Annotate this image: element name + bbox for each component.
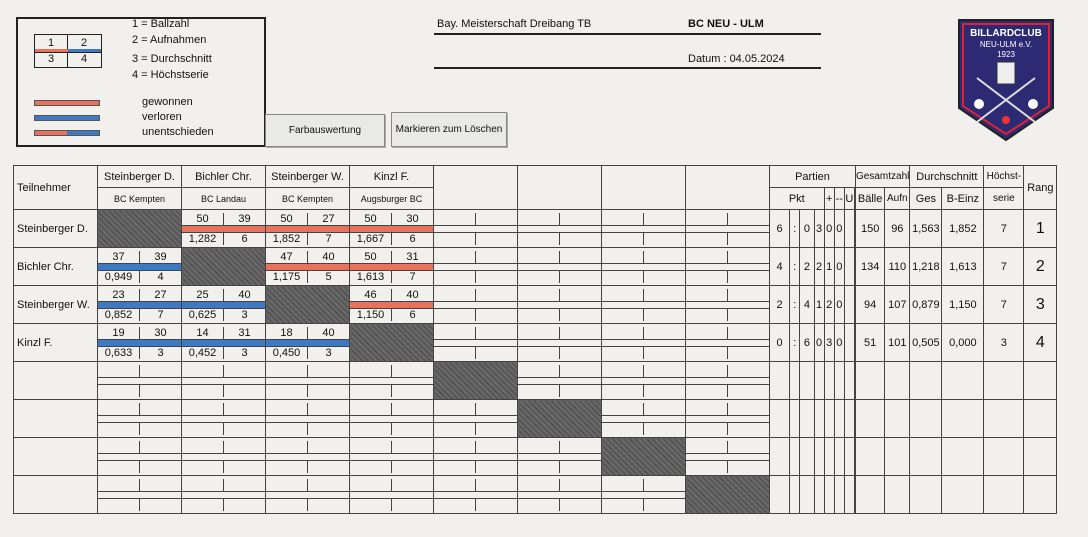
empty-cell xyxy=(434,476,518,514)
match-cell[interactable]: 50 39 1,282 6 xyxy=(182,210,266,248)
plus-value: 3 xyxy=(814,210,824,248)
row-player-name: Steinberger D. xyxy=(14,210,98,248)
legend-key-2: 2 = Aufnahmen xyxy=(132,34,207,46)
plus-value: 0 xyxy=(814,324,824,362)
ges-value: 0,505 xyxy=(910,324,942,362)
beinz-header: B-Einz xyxy=(942,188,984,210)
aufn-header: Aufn xyxy=(885,188,910,210)
aufn-value: 101 xyxy=(885,324,910,362)
plus-value: 1 xyxy=(814,286,824,324)
empty-cell xyxy=(434,286,518,324)
legend-lost: verloren xyxy=(142,111,182,123)
match-cell[interactable]: 18 40 0,450 3 xyxy=(266,324,350,362)
pkt-lost: 4 xyxy=(800,286,814,324)
baelle-value: 134 xyxy=(856,248,885,286)
draw-bar xyxy=(34,130,100,136)
rank-value: 3 xyxy=(1024,286,1057,324)
beinz-value: 1,150 xyxy=(942,286,984,324)
results-table xyxy=(13,165,1057,514)
empty-cell xyxy=(350,438,434,476)
empty-cell xyxy=(602,286,686,324)
empty-cell xyxy=(182,476,266,514)
partien-header: Partien xyxy=(770,166,856,188)
pkt-colon: : xyxy=(790,248,800,286)
row-player-name: Steinberger W. xyxy=(14,286,98,324)
empty-cell xyxy=(434,248,518,286)
baelle-value: 94 xyxy=(856,286,885,324)
empty-cell xyxy=(434,400,518,438)
hoechst-value: 3 xyxy=(984,324,1024,362)
minus-value: 3 xyxy=(824,324,834,362)
minus-header: -- xyxy=(834,188,844,210)
table-row xyxy=(14,286,1057,324)
empty-cell xyxy=(602,400,686,438)
col-club-2: BC Kempten xyxy=(266,188,350,210)
plus-header: + xyxy=(824,188,834,210)
empty-col xyxy=(434,166,518,210)
empty-cell xyxy=(350,362,434,400)
rank-value: 1 xyxy=(1024,210,1057,248)
match-cell[interactable]: 46 40 1,150 6 xyxy=(350,286,434,324)
empty-cell xyxy=(602,210,686,248)
date-text: Datum : 04.05.2024 xyxy=(688,53,785,65)
empty-cell xyxy=(686,362,770,400)
pkt-colon: : xyxy=(790,324,800,362)
mini-4: 4 xyxy=(80,53,88,65)
empty-cell xyxy=(602,324,686,362)
empty-cell xyxy=(518,248,602,286)
match-cell[interactable]: 19 30 0,633 3 xyxy=(98,324,182,362)
ges-header: Ges xyxy=(910,188,942,210)
empty-cell xyxy=(686,324,770,362)
self-match-cell xyxy=(518,400,602,438)
match-cell[interactable]: 14 31 0,452 3 xyxy=(182,324,266,362)
self-match-cell xyxy=(350,324,434,362)
logo-year: 1923 xyxy=(997,50,1015,59)
empty-cell xyxy=(602,248,686,286)
ges-value: 1,218 xyxy=(910,248,942,286)
match-cell[interactable]: 23 27 0,852 7 xyxy=(98,286,182,324)
empty-cell xyxy=(518,210,602,248)
pkt-lost: 0 xyxy=(800,210,814,248)
u-value: 0 xyxy=(834,324,844,362)
empty-cell xyxy=(434,324,518,362)
gesamt-header: Gesamtzahl xyxy=(856,166,910,188)
beinz-value: 1,613 xyxy=(942,248,984,286)
aufn-value: 107 xyxy=(885,286,910,324)
hoechst-value: 7 xyxy=(984,210,1024,248)
empty-row xyxy=(14,362,1057,400)
baelle-value: 51 xyxy=(856,324,885,362)
col-player-0: Steinberger D. xyxy=(98,166,182,188)
match-cell[interactable]: 50 31 1,613 7 xyxy=(350,248,434,286)
self-match-cell xyxy=(434,362,518,400)
beinz-value: 0,000 xyxy=(942,324,984,362)
empty-cell xyxy=(686,210,770,248)
col-club-0: BC Kempten xyxy=(98,188,182,210)
empty-cell xyxy=(686,400,770,438)
aufn-value: 96 xyxy=(885,210,910,248)
empty-cell xyxy=(266,438,350,476)
empty-cell xyxy=(98,438,182,476)
mini-3: 3 xyxy=(47,53,55,65)
legend-draw: unentschieden xyxy=(142,126,214,138)
col-player-2: Steinberger W. xyxy=(266,166,350,188)
beinz-value: 1,852 xyxy=(942,210,984,248)
pkt-lost: 6 xyxy=(800,324,814,362)
logo-line1: BILLARDCLUB xyxy=(970,28,1042,39)
empty-cell xyxy=(182,438,266,476)
row-player-name: Kinzl F. xyxy=(14,324,98,362)
empty-cell xyxy=(350,400,434,438)
farbauswertung-button[interactable]: Farbauswertung xyxy=(265,114,385,147)
markieren-button[interactable]: Markieren zum Löschen xyxy=(391,112,507,147)
baelle-header: Bälle xyxy=(856,188,885,210)
match-cell[interactable]: 50 30 1,667 6 xyxy=(350,210,434,248)
empty-cell xyxy=(518,438,602,476)
ges-value: 1,563 xyxy=(910,210,942,248)
table-row xyxy=(14,210,1057,248)
ges-value: 0,879 xyxy=(910,286,942,324)
durchschnitt-header: Durchschnitt xyxy=(910,166,984,188)
legend-key-1: 1 = Ballzahl xyxy=(132,18,190,30)
u-value: 0 xyxy=(834,210,844,248)
aufn-value: 110 xyxy=(885,248,910,286)
legend-mini-grid xyxy=(34,34,102,68)
empty-cell xyxy=(266,400,350,438)
table-row xyxy=(14,324,1057,362)
pkt-header: Pkt xyxy=(770,188,825,210)
col-club-3: Augsburger BC xyxy=(350,188,434,210)
empty-cell xyxy=(266,362,350,400)
legend-box xyxy=(16,17,266,147)
pkt-won: 2 xyxy=(770,286,790,324)
rang-header: Rang xyxy=(1024,166,1057,210)
pkt-colon: : xyxy=(790,286,800,324)
match-cell[interactable]: 50 27 1,852 7 xyxy=(266,210,350,248)
empty-cell xyxy=(434,210,518,248)
legend-key-4: 4 = Höchstserie xyxy=(132,69,209,81)
event-title: Bay. Meisterschaft Dreibang TB xyxy=(437,18,592,30)
empty-cell xyxy=(686,286,770,324)
u-header: U xyxy=(844,188,854,210)
empty-col xyxy=(518,166,602,210)
match-cell[interactable]: 47 40 1,175 5 xyxy=(266,248,350,286)
hoechst-header-1: Höchst- xyxy=(984,166,1024,188)
logo-line2: NEU-ULM e.V. xyxy=(979,40,1033,49)
match-cell[interactable]: 37 39 0,949 4 xyxy=(98,248,182,286)
self-match-cell xyxy=(98,210,182,248)
empty-row xyxy=(14,476,1057,514)
self-match-cell xyxy=(182,248,266,286)
pkt-lost: 2 xyxy=(800,248,814,286)
mini-2: 2 xyxy=(80,37,88,49)
empty-cell xyxy=(602,476,686,514)
legend-won: gewonnen xyxy=(142,96,193,108)
u-value: 0 xyxy=(834,286,844,324)
header-line-1 xyxy=(434,33,821,35)
empty-cell xyxy=(98,400,182,438)
empty-row xyxy=(14,400,1057,438)
minus-value: 1 xyxy=(824,248,834,286)
self-match-cell xyxy=(266,286,350,324)
lost-bar xyxy=(34,115,100,121)
header-line-2 xyxy=(434,67,821,69)
plus-value: 2 xyxy=(814,248,824,286)
minus-value: 0 xyxy=(824,210,834,248)
table-row xyxy=(14,248,1057,286)
legend-key-3: 3 = Durchschnitt xyxy=(132,53,212,65)
baelle-value: 150 xyxy=(856,210,885,248)
self-match-cell xyxy=(602,438,686,476)
club-title: BC NEU - ULM xyxy=(688,18,764,30)
pkt-won: 4 xyxy=(770,248,790,286)
empty-cell xyxy=(434,438,518,476)
col-club-1: BC Landau xyxy=(182,188,266,210)
club-logo-icon xyxy=(957,18,1055,142)
empty-cell xyxy=(518,286,602,324)
col-player-3: Kinzl F. xyxy=(350,166,434,188)
empty-cell xyxy=(182,362,266,400)
empty-cell xyxy=(266,476,350,514)
empty-cell xyxy=(98,476,182,514)
empty-cell xyxy=(686,438,770,476)
minus-value: 2 xyxy=(824,286,834,324)
empty-row xyxy=(14,438,1057,476)
empty-cell xyxy=(98,362,182,400)
empty-col xyxy=(686,166,770,210)
mini-1: 1 xyxy=(47,37,55,49)
empty-cell xyxy=(518,362,602,400)
u-value: 0 xyxy=(834,248,844,286)
pkt-won: 0 xyxy=(770,324,790,362)
rank-value: 4 xyxy=(1024,324,1057,362)
empty-cell xyxy=(686,248,770,286)
rank-value: 2 xyxy=(1024,248,1057,286)
pkt-colon: : xyxy=(790,210,800,248)
won-bar xyxy=(34,100,100,106)
hoechst-value: 7 xyxy=(984,286,1024,324)
pkt-won: 6 xyxy=(770,210,790,248)
empty-cell xyxy=(182,400,266,438)
participants-header: Teilnehmer xyxy=(14,166,98,210)
match-cell[interactable]: 25 40 0,625 3 xyxy=(182,286,266,324)
empty-cell xyxy=(518,324,602,362)
row-player-name: Bichler Chr. xyxy=(14,248,98,286)
empty-cell xyxy=(602,362,686,400)
empty-cell xyxy=(350,476,434,514)
hoechst-value: 7 xyxy=(984,248,1024,286)
col-player-1: Bichler Chr. xyxy=(182,166,266,188)
empty-col xyxy=(602,166,686,210)
self-match-cell xyxy=(686,476,770,514)
hoechst-header-2: serie xyxy=(984,188,1024,210)
empty-cell xyxy=(518,476,602,514)
